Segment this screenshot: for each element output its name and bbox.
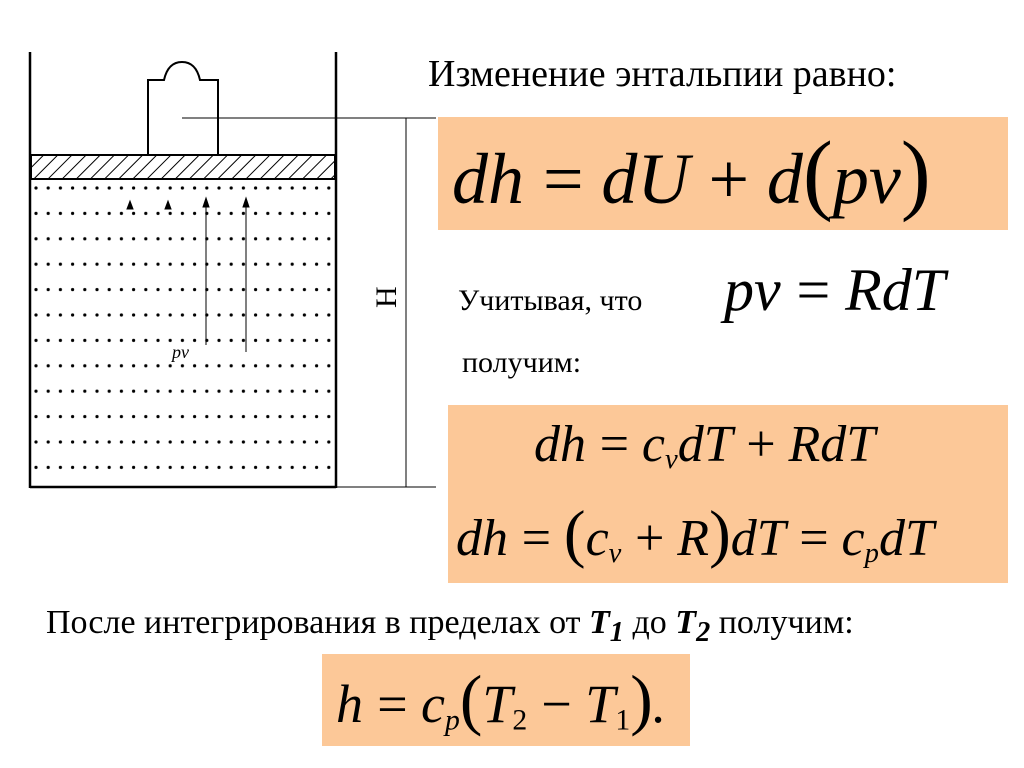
equation-h-integrated: $h = c_p(T_2 - T_1)$. — [322, 654, 690, 746]
height-label: H — [370, 286, 403, 308]
we-get-label: получим: — [462, 346, 582, 379]
equation-pv: pv = RdT — [724, 257, 946, 323]
equation-dh-cv: dh = $c_vdT$ + RdT — [534, 416, 876, 476]
equation-dh-cp: dh = $(c_v + R)dT = c_pdT$ — [456, 498, 934, 570]
pv-diagram-label: pv — [172, 342, 189, 362]
weight-block — [148, 62, 218, 155]
considering-label: Учитывая, что — [458, 284, 643, 317]
gas-particles — [32, 184, 334, 484]
heading: Изменение энтальпии равно: — [428, 53, 897, 95]
cylinder-diagram — [0, 0, 450, 500]
piston — [31, 155, 335, 179]
equation-enthalpy-change: dh = dU + d(pv) — [438, 117, 1008, 230]
equation-block — [448, 405, 1008, 583]
integration-text: После интегрирования в пределах от $T_1$ до $T_2$ получим: — [46, 604, 854, 648]
